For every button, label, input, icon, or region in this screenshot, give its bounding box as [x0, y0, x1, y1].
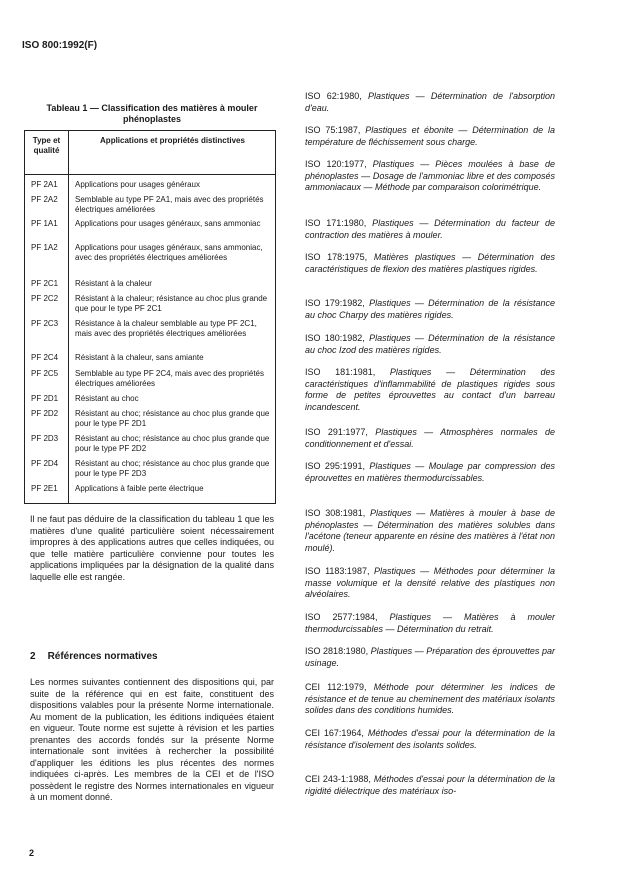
- row-text: Résistant au choc; résistance au choc plus grande que pour le type PF 2D3: [75, 459, 270, 478]
- reference-entry: [305, 333, 555, 356]
- reference-code: ISO 180:1982,: [305, 333, 365, 343]
- reference-entry: [305, 646, 555, 669]
- row-code: PF 2C3: [31, 319, 59, 328]
- reference-entry: [305, 427, 555, 450]
- reference-entry: [305, 218, 555, 241]
- classification-table: [24, 130, 276, 504]
- reference-code: ISO 2818:1980,: [305, 646, 369, 656]
- row-text: Applications à faible perte électrique: [75, 484, 204, 493]
- reference-title: Méthodes d'essai pour la détermination de la résistance d'isolement des isolants solides.: [305, 728, 555, 750]
- table-header-type: Type et qualité: [32, 136, 61, 155]
- reference-entry: [305, 252, 555, 275]
- reference-entry: [305, 728, 555, 751]
- reference-title: Plastiques — Matières à mouler thermodurcissables — Détermination du retrait.: [305, 612, 555, 634]
- reference-entry: [305, 159, 555, 194]
- row-code: PF 1A2: [31, 243, 58, 252]
- reference-entry: [305, 612, 555, 635]
- reference-title: Plastiques — Méthodes pour déterminer la masse volumique et la densité relative des plastiques non alvéolaires.: [305, 566, 555, 599]
- reference-code: CEI 167:1964,: [305, 728, 364, 738]
- row-text: Résistant à la chaleur, sans amiante: [75, 353, 204, 362]
- reference-title: Plastiques — Pièces moulées à base de phénoplastes — Dosage de l'ammoniac libre et des composés ammoniacaux — Méthode par comparaison colorimétrique.: [305, 159, 555, 192]
- row-code: PF 1A1: [31, 219, 58, 228]
- reference-code: ISO 120:1977,: [305, 159, 367, 169]
- reference-code: CEI 243-1:1988,: [305, 774, 371, 784]
- row-code: PF 2C2: [31, 294, 59, 303]
- row-code: PF 2D3: [31, 434, 59, 443]
- reference-code: ISO 179:1982,: [305, 298, 365, 308]
- section-paragraph: Les normes suivantes contiennent des dispositions qui, par suite de la référence qui en est faite, constituent des dispositions valables pour la présente Norme internationale. Au moment de la publication, les éditions indiquées étaient en vigueur. Toute norme est sujette à révision et les parties prenantes des accords fondés sur la présente Norme internationale sont invitées à rechercher la possibilité d'appliquer les éditions les plus récentes des normes indiquées ci-après. Les membres de la CEI et de l'ISO possèdent le registre des Normes internationales en vigueur à un moment donné.: [30, 677, 274, 802]
- row-code: PF 2A2: [31, 195, 58, 204]
- row-code: PF 2C1: [31, 279, 59, 288]
- reference-entry: [305, 367, 555, 413]
- reference-title: Plastiques — Préparation des éprouvettes par usinage.: [305, 646, 555, 668]
- reference-title: Plastiques — Atmosphères normales de conditionnement et d'essai.: [305, 427, 555, 449]
- reference-title: Méthodes d'essai pour la détermination de la rigidité diélectrique des matériaux iso-: [305, 774, 555, 796]
- row-code: PF 2C4: [31, 353, 59, 362]
- row-text: Résistant au choc; résistance au choc plus grande que pour le type PF 2D2: [75, 434, 270, 453]
- row-text: Semblable au type PF 2C4, mais avec des propriétés électriques améliorées: [75, 369, 264, 388]
- table-caption: Tableau 1 — Classification des matières à mouler phénoplastes: [46, 103, 258, 124]
- row-text: Semblable au type PF 2A1, mais avec des propriétés électriques améliorées: [75, 195, 264, 214]
- row-text: Résistant à la chaleur; résistance au choc plus grande que pour le type PF 2C1: [75, 294, 268, 313]
- reference-title: Plastiques et ébonite — Détermination de la température de fléchissement sous charge.: [305, 125, 555, 147]
- row-text: Applications pour usages généraux, sans ammoniac: [75, 219, 261, 228]
- reference-title: Méthode pour déterminer les indices de résistance et de tenue au cheminement des matériaux isolants solides dans des conditions humides.: [305, 682, 556, 715]
- reference-code: ISO 1183:1987,: [305, 566, 370, 576]
- reference-entry: [305, 125, 555, 148]
- reference-code: ISO 308:1981,: [305, 508, 366, 518]
- section-title: Références normatives: [47, 651, 158, 662]
- row-code: PF 2C5: [31, 369, 59, 378]
- row-text: Résistant au choc; résistance au choc plus grande que pour le type PF 2D1: [75, 409, 270, 428]
- reference-title: Plastiques — Détermination des caractéristiques d'inflammabilité de plastiques rigides sous forme de petites éprouvettes au contact d'un barreau incandescent.: [305, 367, 555, 412]
- reference-code: ISO 295:1991,: [305, 461, 365, 471]
- row-text: Résistant au choc: [75, 394, 139, 403]
- row-text: Applications pour usages généraux, sans ammoniac, avec des propriétés électriques améliorées: [75, 243, 263, 262]
- section-heading: [30, 651, 158, 662]
- reference-code: ISO 2577:1984,: [305, 612, 378, 622]
- row-code: PF 2D1: [31, 394, 59, 403]
- reference-entry: [305, 774, 555, 797]
- reference-code: CEI 112:1979,: [305, 682, 367, 692]
- reference-title: Plastiques — Détermination de la résistance au choc Charpy des matières rigides.: [305, 298, 555, 320]
- reference-entry: [305, 682, 555, 717]
- table-column-divider: [68, 131, 69, 503]
- table-header-applications: Applications et propriétés distinctives: [100, 136, 245, 145]
- reference-code: ISO 291:1977,: [305, 427, 368, 437]
- page-number: 2: [29, 848, 35, 858]
- table-header-rule: [25, 174, 275, 175]
- reference-code: ISO 62:1980,: [305, 91, 362, 101]
- row-text: Résistant à la chaleur: [75, 279, 152, 288]
- row-text: Applications pour usages généraux: [75, 180, 200, 189]
- reference-entry: [305, 91, 555, 114]
- document-id: ISO 800:1992(F): [22, 40, 98, 51]
- reference-entry: [305, 508, 555, 554]
- reference-entry: [305, 298, 555, 321]
- row-text: Résistance à la chaleur semblable au type PF 2C1, mais avec des propriétés électriques améliorées: [75, 319, 257, 338]
- reference-title: Matières plastiques — Détermination des caractéristiques de flexion des matières plastiques rigides.: [305, 252, 555, 274]
- row-code: PF 2D2: [31, 409, 59, 418]
- reference-code: ISO 171:1980,: [305, 218, 367, 228]
- classification-note: Il ne faut pas déduire de la classification du tableau 1 que les matières d'une qualité particulière soient nécessairement impropres à des applications autres que celles indiquées, ou que telle matière particulière convienne pour toutes les applications impliquées par la désignation de la qualité dans laquelle elle est rangée.: [30, 514, 274, 582]
- row-code: PF 2A1: [31, 180, 58, 189]
- row-code: PF 2D4: [31, 459, 59, 468]
- reference-code: ISO 75:1987,: [305, 125, 361, 135]
- reference-title: Plastiques — Matières à mouler à base de phénoplastes — Détermination des matières solubles dans l'acétone (teneur apparente en résine des matières à l'état non moulé).: [305, 508, 555, 553]
- section-number: 2: [30, 651, 36, 662]
- reference-entry: [305, 566, 555, 601]
- reference-title: Plastiques — Détermination de l'absorption d'eau.: [305, 91, 555, 113]
- reference-title: Plastiques — Détermination du facteur de contraction des matières à mouler.: [305, 218, 555, 240]
- reference-code: ISO 178:1975,: [305, 252, 368, 262]
- reference-title: Plastiques — Moulage par compression des éprouvettes en matières thermodurcissables.: [305, 461, 555, 483]
- reference-title: Plastiques — Détermination de la résistance au choc Izod des matières rigides.: [305, 333, 555, 355]
- row-code: PF 2E1: [31, 484, 58, 493]
- reference-code: ISO 181:1981,: [305, 367, 376, 377]
- reference-entry: [305, 461, 555, 484]
